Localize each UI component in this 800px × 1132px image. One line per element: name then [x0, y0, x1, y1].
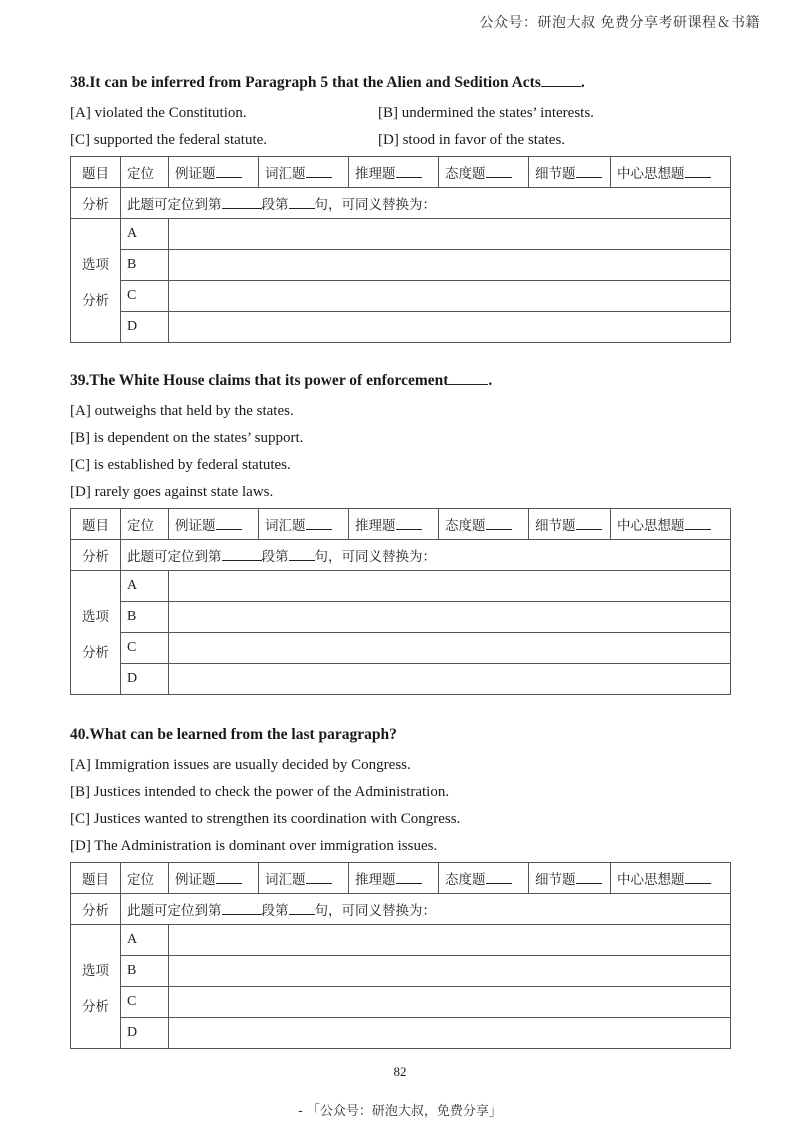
label-analysis-1: 题目 — [71, 863, 121, 894]
analysis-table — [70, 862, 731, 1049]
type-cell[interactable]: 词汇题 — [259, 157, 349, 188]
analysis-table — [70, 156, 731, 343]
option-row — [70, 127, 730, 154]
letter-d: D — [121, 312, 169, 343]
letter-b: B — [121, 956, 169, 987]
letter-d: D — [121, 1018, 169, 1049]
type-cell[interactable]: 态度题 — [439, 509, 529, 540]
label-option-analysis: 选项 分析 — [71, 571, 121, 695]
answer-blank — [448, 370, 488, 385]
footer-note: - 「公众号：研泡大叔，免费分享」 — [298, 1104, 502, 1119]
label-analysis-2: 分析 — [71, 894, 121, 925]
type-cell[interactable]: 词汇题 — [259, 863, 349, 894]
label-analysis-1: 题目 — [71, 157, 121, 188]
type-cell[interactable]: 例证题 — [169, 863, 259, 894]
label-locate: 定位 — [121, 863, 169, 894]
label-analysis-2: 分析 — [71, 540, 121, 571]
letter-a: A — [121, 571, 169, 602]
type-cell[interactable]: 中心思想题 — [611, 863, 731, 894]
letter-b: B — [121, 602, 169, 633]
title-end: . — [580, 74, 585, 91]
option-row — [70, 100, 730, 127]
type-cell[interactable]: 中心思想题 — [611, 509, 731, 540]
answer-cell-b[interactable] — [169, 250, 731, 281]
type-cell[interactable]: 细节题 — [529, 157, 611, 188]
option-c: [C] Justices wanted to strengthen its coordination with Congress. — [70, 811, 461, 827]
answer-cell-a[interactable] — [169, 925, 731, 956]
locate-cell[interactable]: 此题可定位到第 段第 句，可同义替换为： — [121, 188, 731, 219]
question-title — [70, 72, 730, 94]
option-c: [C] is established by federal statutes. — [70, 457, 291, 473]
option-a: [A] violated the Constitution. — [70, 105, 247, 121]
letter-c: C — [121, 281, 169, 312]
label-locate: 定位 — [121, 509, 169, 540]
letter-a: A — [121, 925, 169, 956]
type-cell[interactable]: 推理题 — [349, 509, 439, 540]
question-39 — [70, 370, 730, 695]
type-cell[interactable]: 态度题 — [439, 157, 529, 188]
title-end: . — [488, 372, 493, 389]
type-cell[interactable]: 中心思想题 — [611, 157, 731, 188]
question-title — [70, 370, 730, 392]
option-d: [D] rarely goes against state laws. — [70, 484, 274, 500]
type-cell[interactable]: 例证题 — [169, 509, 259, 540]
label-analysis-1: 题目 — [71, 509, 121, 540]
locate-cell[interactable]: 此题可定位到第 段第 句，可同义替换为： — [121, 540, 731, 571]
option-d: [D] The Administration is dominant over immigration issues. — [70, 838, 438, 854]
question-title-text: 40.What can be learned from the last paragraph? — [70, 726, 397, 743]
answer-blank — [541, 72, 581, 87]
answer-cell-c[interactable] — [169, 633, 731, 664]
option-d: [D] stood in favor of the states. — [378, 132, 566, 148]
option-a: [A] outweighs that held by the states. — [70, 403, 294, 419]
answer-cell-d[interactable] — [169, 1018, 731, 1049]
question-38 — [70, 72, 730, 343]
type-cell[interactable]: 推理题 — [349, 157, 439, 188]
option-b: [B] undermined the states’ interests. — [378, 105, 594, 121]
label-locate: 定位 — [121, 157, 169, 188]
answer-cell-c[interactable] — [169, 281, 731, 312]
answer-cell-a[interactable] — [169, 219, 731, 250]
label-option-analysis: 选项 分析 — [71, 925, 121, 1049]
option-b: [B] Justices intended to check the power of the Administration. — [70, 784, 450, 800]
option-a: [A] Immigration issues are usually decided by Congress. — [70, 757, 411, 773]
question-title-text: 38.It can be inferred from Paragraph 5 that the Alien and Sedition Acts — [70, 74, 541, 91]
question-title — [70, 724, 730, 746]
type-cell[interactable]: 推理题 — [349, 863, 439, 894]
letter-b: B — [121, 250, 169, 281]
answer-cell-b[interactable] — [169, 956, 731, 987]
type-cell[interactable]: 词汇题 — [259, 509, 349, 540]
answer-cell-a[interactable] — [169, 571, 731, 602]
type-cell[interactable]: 态度题 — [439, 863, 529, 894]
option-b: [B] is dependent on the states’ support. — [70, 430, 304, 446]
answer-cell-d[interactable] — [169, 312, 731, 343]
answer-cell-d[interactable] — [169, 664, 731, 695]
type-cell[interactable]: 细节题 — [529, 509, 611, 540]
question-title-text: 39.The White House claims that its power of enforcement — [70, 372, 449, 389]
header-note: 公众号：研泡大叔 免费分享考研课程＆书籍 — [479, 15, 760, 31]
question-40 — [70, 724, 730, 1049]
letter-a: A — [121, 219, 169, 250]
answer-cell-c[interactable] — [169, 987, 731, 1018]
letter-d: D — [121, 664, 169, 695]
type-cell[interactable]: 细节题 — [529, 863, 611, 894]
page-number: 82 — [393, 1064, 407, 1079]
label-option-analysis: 选项 分析 — [71, 219, 121, 343]
analysis-table — [70, 508, 731, 695]
letter-c: C — [121, 987, 169, 1018]
label-analysis-2: 分析 — [71, 188, 121, 219]
locate-cell[interactable]: 此题可定位到第 段第 句，可同义替换为： — [121, 894, 731, 925]
type-cell[interactable]: 例证题 — [169, 157, 259, 188]
letter-c: C — [121, 633, 169, 664]
answer-cell-b[interactable] — [169, 602, 731, 633]
option-c: [C] supported the federal statute. — [70, 132, 268, 148]
